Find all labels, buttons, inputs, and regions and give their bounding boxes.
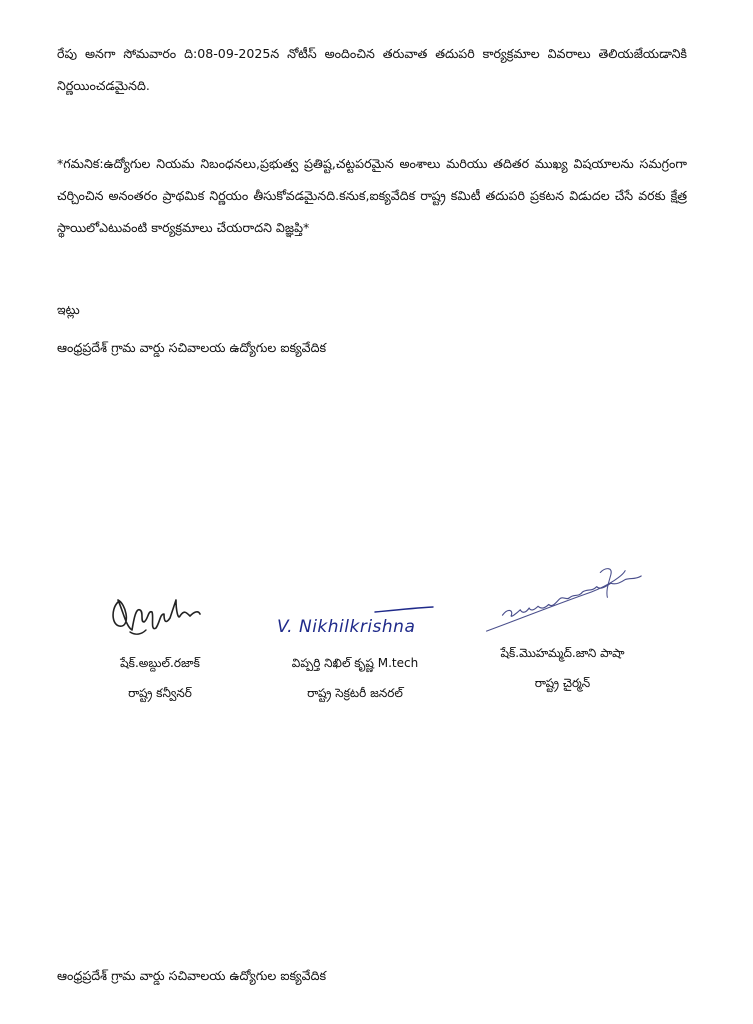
signatory-name: విప్పర్తి నిఖిల్ కృష్ణ M.tech bbox=[291, 656, 419, 670]
signatory-title: రాష్ట్ర చైర్మన్ bbox=[534, 676, 591, 690]
notice-paragraph-decision: రేపు అనగా సోమవారం ది:08-09-2025న నోటీస్ అందించిన తరువాత తదుపరి కార్యక్రమాల వివరాలు తెలియజేయడానికి నిర్ణయించడమైనది. bbox=[57, 46, 687, 93]
signatory-title: రాష్ట్ర సెక్రటరీ జనరల్ bbox=[307, 686, 403, 700]
signature-convener bbox=[60, 570, 260, 650]
signature-secretary-general bbox=[255, 570, 455, 650]
notice-paragraph-note: *గమనిక:ఉద్యోగుల నియమ నిబంధనలు,ప్రభుత్వ ప్రతిష్ట,చట్టపరమైన అంశాలు మరియు తదితర ముఖ్య విషయాలను సమగ్రంగా చర్చించిన అనంతరం ప్రాథమిక నిర్ణయం తీసుకోవడమైనది.కనుక,ఐక్యవేదిక రాష్ట్ర కమిటీ తదుపరి ప్రకటన విడుదల చేసే వరకు క్షేత్ర స్థాయిలోఎటువంటి కార్యక్రమాలు చేయరాదని విజ్ఞప్తి* bbox=[57, 156, 687, 235]
signatory-name: షేక్.మొహమ్మద్.జాని పాషా bbox=[500, 646, 625, 660]
signatory-chairman bbox=[455, 560, 670, 692]
signatory-title: రాష్ట్ర కన్వీనర్ bbox=[128, 686, 192, 700]
footer-organization: ఆంధ్రప్రదేశ్ గ్రామ వార్డు సచివాలయ ఉద్యోగుల ఐక్యవేదిక bbox=[57, 968, 327, 983]
signatory-secretary-general bbox=[255, 570, 455, 702]
signatory-name: షేక్.అబ్దుల్.రజాక్ bbox=[120, 656, 200, 670]
signatory-convener bbox=[60, 570, 260, 702]
signature-secretary-general-text: V. Nikhilkrishna bbox=[277, 617, 416, 637]
closing-salutation: ఇట్లు bbox=[57, 302, 80, 317]
issuing-organization: ఆంధ్రప్రదేశ్ గ్రామ వార్డు సచివాలయ ఉద్యోగుల ఐక్యవేదిక bbox=[57, 340, 327, 355]
signature-chairman bbox=[455, 560, 670, 640]
